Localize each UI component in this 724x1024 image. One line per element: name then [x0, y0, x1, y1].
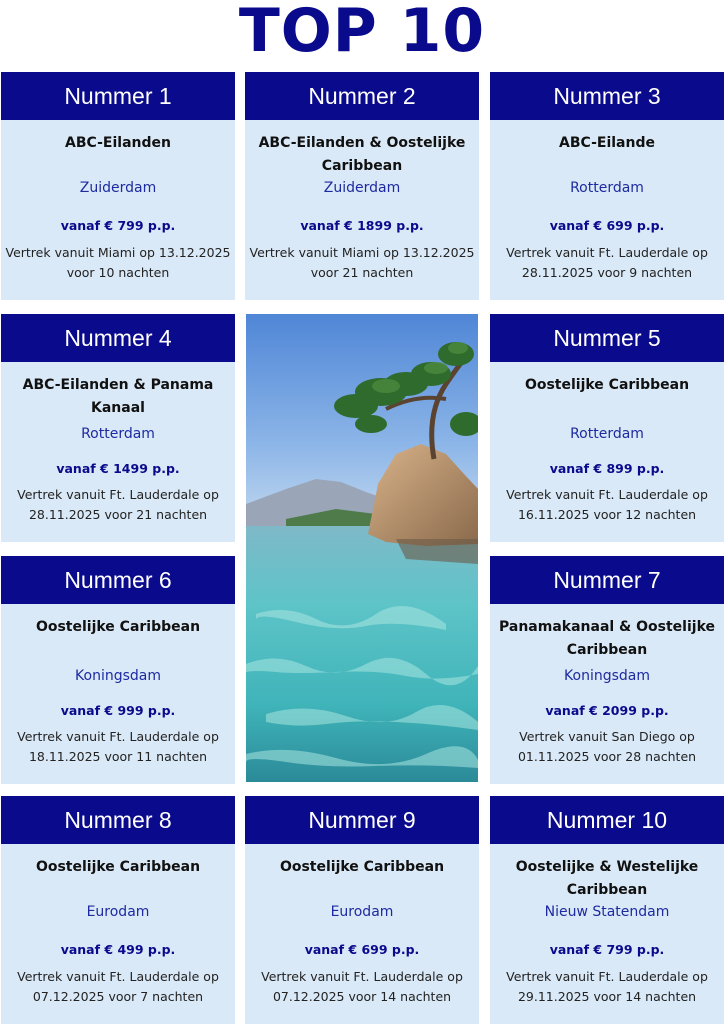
card-body: [490, 844, 724, 1024]
card-body: [245, 844, 479, 1024]
departure-info: Vertrek vanuit Miami op 13.12.2025 voor 10 nachten: [5, 245, 231, 280]
departure-info: Vertrek vanuit Ft. Lauderdale op 28.11.2025 voor 21 nachten: [17, 487, 219, 522]
departure-info: Vertrek vanuit Ft. Lauderdale op 07.12.2025 voor 14 nachten: [261, 969, 463, 1004]
cruise-card-8[interactable]: [1, 796, 235, 1024]
destination-title: Oostelijke Caribbean: [524, 377, 690, 393]
ship-name: Eurodam: [86, 904, 150, 920]
ship-name: Koningsdam: [564, 668, 650, 684]
departure-info: Vertrek vanuit San Diego op 01.11.2025 voor 28 nachten: [517, 729, 697, 764]
destination-title: Oostelijke Caribbean: [279, 859, 445, 875]
price: vanaf € 899 p.p.: [549, 461, 665, 476]
card-rank-label: Nummer 4: [1, 314, 235, 362]
price: vanaf € 799 p.p.: [60, 218, 176, 233]
ship-name: Zuiderdam: [323, 180, 401, 196]
cruise-card-4[interactable]: [1, 314, 235, 542]
departure-info: Vertrek vanuit Ft. Lauderdale op 18.11.2025 voor 11 nachten: [17, 729, 219, 764]
destination-title: Panamakanaal & Oostelijke Caribbean: [498, 619, 716, 658]
card-rank-label: Nummer 6: [1, 556, 235, 604]
card-rank-label: Nummer 8: [1, 796, 235, 844]
card-body: [490, 120, 724, 300]
ship-name: Rotterdam: [81, 426, 155, 442]
cruise-card-7[interactable]: [490, 556, 724, 784]
coastal-photo: [246, 314, 478, 782]
card-body: [490, 604, 724, 784]
ship-name: Koningsdam: [75, 668, 161, 684]
ship-name: Rotterdam: [570, 180, 644, 196]
ship-name: Eurodam: [330, 904, 394, 920]
destination-title: ABC-Eilande: [558, 135, 655, 151]
card-rank-label: Nummer 7: [490, 556, 724, 604]
cruise-card-1[interactable]: [1, 72, 235, 300]
cruise-card-6[interactable]: [1, 556, 235, 784]
destination-title: ABC-Eilanden & Panama Kanaal: [22, 377, 214, 416]
price: vanaf € 1899 p.p.: [300, 218, 424, 233]
price: vanaf € 799 p.p.: [549, 942, 665, 957]
price: vanaf € 1499 p.p.: [56, 461, 180, 476]
card-body: [1, 604, 235, 784]
price: vanaf € 2099 p.p.: [545, 703, 669, 718]
destination-title: Oostelijke Caribbean: [35, 619, 201, 635]
destination-title: ABC-Eilanden & Oostelijke Caribbean: [258, 135, 466, 174]
card-rank-label: Nummer 2: [245, 72, 479, 120]
cruise-card-2[interactable]: [245, 72, 479, 300]
card-body: [245, 120, 479, 300]
coastal-pine-tree-sea-icon: [246, 314, 478, 782]
ship-name: Zuiderdam: [79, 180, 157, 196]
card-body: [1, 120, 235, 300]
price: vanaf € 999 p.p.: [60, 703, 176, 718]
departure-info: Vertrek vanuit Ft. Lauderdale op 07.12.2025 voor 7 nachten: [17, 969, 219, 1004]
ship-name: Nieuw Statendam: [544, 904, 670, 920]
departure-info: Vertrek vanuit Miami op 13.12.2025 voor 21 nachten: [249, 245, 475, 280]
cruise-card-3[interactable]: [490, 72, 724, 300]
price: vanaf € 499 p.p.: [60, 942, 176, 957]
card-body: [1, 362, 235, 542]
departure-info: Vertrek vanuit Ft. Lauderdale op 29.11.2025 voor 14 nachten: [506, 969, 708, 1004]
cruise-card-10[interactable]: [490, 796, 724, 1024]
destination-title: Oostelijke Caribbean: [35, 859, 201, 875]
cruise-card-9[interactable]: [245, 796, 479, 1024]
card-body: [490, 362, 724, 542]
destination-title: ABC-Eilanden: [65, 135, 171, 151]
price: vanaf € 699 p.p.: [549, 218, 665, 233]
card-rank-label: Nummer 3: [490, 72, 724, 120]
departure-info: Vertrek vanuit Ft. Lauderdale op 16.11.2025 voor 12 nachten: [506, 487, 708, 522]
card-body: [1, 844, 235, 1024]
departure-info: Vertrek vanuit Ft. Lauderdale op 28.11.2025 voor 9 nachten: [506, 245, 708, 280]
card-rank-label: Nummer 5: [490, 314, 724, 362]
card-rank-label: Nummer 1: [1, 72, 235, 120]
card-rank-label: Nummer 9: [245, 796, 479, 844]
price: vanaf € 699 p.p.: [304, 942, 420, 957]
destination-title: Oostelijke & Westelijke Caribbean: [515, 859, 699, 898]
page-title: TOP 10: [238, 0, 486, 66]
ship-name: Rotterdam: [570, 426, 644, 442]
card-rank-label: Nummer 10: [490, 796, 724, 844]
cruise-card-5[interactable]: [490, 314, 724, 542]
